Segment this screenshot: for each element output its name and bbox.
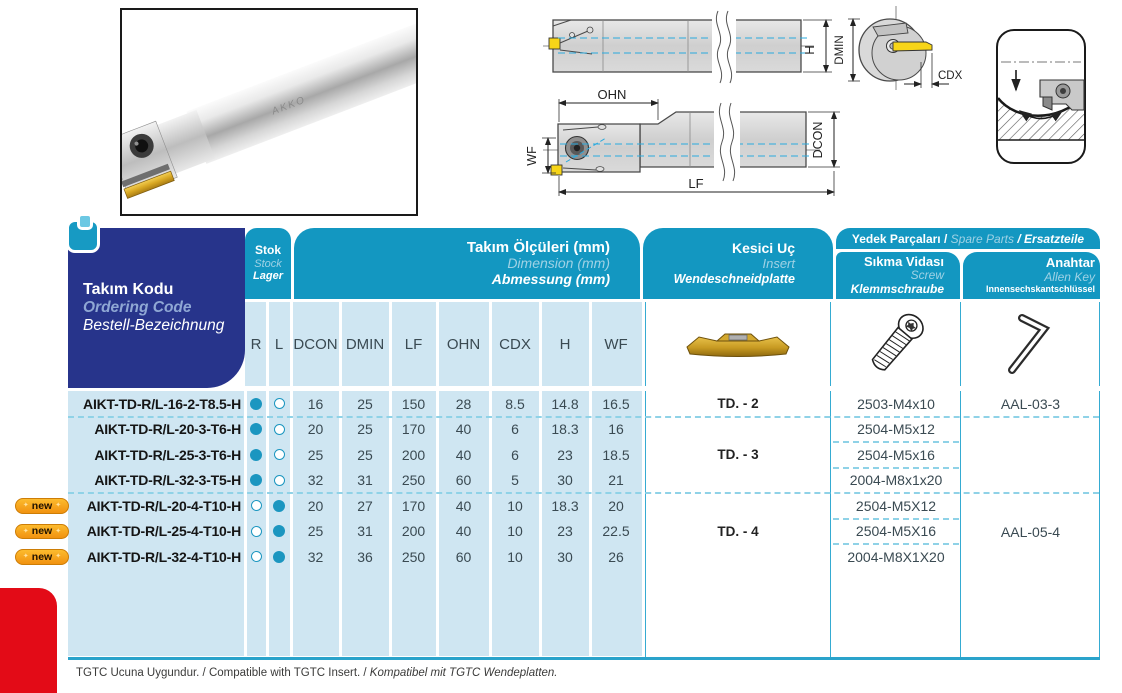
cell-screw: 2504-M5X16 bbox=[855, 523, 937, 540]
cell-ohn: 28 bbox=[455, 395, 472, 412]
cell-dcon: 20 bbox=[307, 421, 324, 438]
cell-wf: 16.5 bbox=[602, 395, 630, 412]
cell-stock-l bbox=[267, 468, 291, 494]
cell-dmin: 25 bbox=[357, 446, 373, 463]
col-header-dmin: DMIN bbox=[345, 335, 385, 353]
table-bottom-rule bbox=[68, 657, 1100, 660]
cell-stock-l bbox=[267, 442, 291, 468]
cell-lf: 200 bbox=[401, 523, 426, 540]
clamp-screw-image bbox=[861, 309, 931, 379]
new-badge-label: new bbox=[31, 525, 53, 537]
screw-en: Screw bbox=[910, 268, 944, 283]
cell-h: 30 bbox=[557, 548, 573, 565]
cell-dmin: 36 bbox=[357, 548, 373, 565]
cell-dmin: 25 bbox=[357, 395, 373, 412]
cell-stock-r bbox=[245, 468, 267, 494]
sparkle-icon: ✦ bbox=[55, 527, 62, 535]
screw-row-separator bbox=[833, 441, 959, 443]
cell-code: AIKT-TD-R/L-25-4-T10-H bbox=[86, 523, 241, 540]
ordering-code-en: Ordering Code bbox=[83, 299, 192, 317]
ordering-code-tr: Takım Kodu bbox=[83, 280, 174, 298]
cell-lf: 250 bbox=[401, 548, 426, 565]
ordering-code-de: Bestell-Bezeichnung bbox=[83, 317, 225, 335]
cell-stock-l bbox=[267, 391, 291, 417]
new-badge bbox=[15, 498, 69, 514]
allen-key-cell: AAL-05-4 bbox=[1000, 523, 1061, 540]
col-header-dcon: DCON bbox=[293, 335, 338, 353]
insert-type-cell: TD. - 2 bbox=[717, 396, 759, 412]
sparkle-icon: ✦ bbox=[55, 553, 62, 561]
dim-label-dmin: DMIN bbox=[834, 35, 846, 65]
stock-dot-l bbox=[274, 424, 285, 435]
cell-wf: 18.5 bbox=[602, 446, 630, 463]
allen-tr: Anahtar bbox=[1045, 255, 1095, 271]
cell-ohn: 60 bbox=[455, 548, 472, 565]
stock-dot-r bbox=[251, 526, 262, 537]
cell-ohn: 40 bbox=[455, 446, 472, 463]
cell-h: 18.3 bbox=[551, 421, 579, 438]
cell-wf: 22.5 bbox=[602, 523, 630, 540]
cell-stock-r bbox=[245, 544, 267, 570]
cell-ohn: 40 bbox=[455, 497, 472, 514]
dim-label-cdx: CDX bbox=[938, 70, 963, 82]
cell-screw: 2504-M5x16 bbox=[857, 446, 935, 463]
allen-key-cell: AAL-03-3 bbox=[1000, 395, 1061, 412]
compatibility-note bbox=[76, 667, 558, 679]
cell-screw: 2503-M4x10 bbox=[857, 395, 935, 412]
dim-label-lf: LF bbox=[688, 176, 704, 191]
new-badge-label: new bbox=[31, 499, 53, 512]
stock-de: Lager bbox=[253, 270, 283, 283]
cell-cdx: 6 bbox=[511, 446, 519, 463]
new-badge bbox=[15, 524, 69, 540]
spare-parts-header bbox=[836, 228, 1100, 249]
allen-key-image bbox=[998, 310, 1062, 378]
col-header-l: L bbox=[274, 335, 284, 353]
sparkle-icon: ✦ bbox=[55, 502, 62, 510]
side-view-front bbox=[525, 87, 840, 196]
screw-row-separator bbox=[833, 518, 959, 520]
insert-type-cell: TD. - 3 bbox=[717, 447, 759, 463]
cell-dmin: 25 bbox=[357, 421, 373, 438]
cell-lf: 170 bbox=[401, 497, 426, 514]
stock-dot-r bbox=[251, 551, 262, 562]
dimensions-de: Abmessung (mm) bbox=[491, 271, 610, 288]
cell-dmin: 27 bbox=[357, 497, 373, 514]
screw-de: Klemmschraube bbox=[850, 281, 944, 296]
stock-dot-l bbox=[273, 525, 285, 537]
cell-stock-r bbox=[245, 493, 267, 519]
cell-cdx: 5 bbox=[511, 472, 519, 489]
col-header-lf: LF bbox=[404, 335, 423, 353]
dim-label-wf: WF bbox=[525, 146, 539, 166]
note-tr: TGTC Ucuna Uygundur. / bbox=[76, 667, 209, 679]
cell-code: AIKT-TD-R/L-16-2-T8.5-H bbox=[83, 395, 241, 412]
cell-wf: 26 bbox=[608, 548, 624, 565]
insert-type-cell: TD. - 4 bbox=[717, 524, 759, 539]
table-row bbox=[0, 468, 1122, 494]
stock-dot-r bbox=[250, 398, 262, 410]
new-badge-label: new bbox=[31, 550, 53, 563]
technical-drawings bbox=[0, 0, 1122, 225]
col-header-h: H bbox=[559, 335, 571, 353]
cell-stock-l bbox=[267, 417, 291, 443]
cell-code: AIKT-TD-R/L-25-3-T6-H bbox=[94, 446, 241, 463]
stock-dot-l bbox=[274, 449, 285, 460]
stock-dot-r bbox=[250, 474, 262, 486]
sparkle-icon: ✦ bbox=[22, 527, 29, 535]
cell-cdx: 6 bbox=[511, 421, 519, 438]
cell-dcon: 25 bbox=[307, 446, 324, 463]
cell-ohn: 60 bbox=[455, 472, 472, 489]
stock-en: Stock bbox=[254, 257, 282, 270]
bookmark-clip-icon-notch bbox=[77, 213, 93, 230]
table-row bbox=[0, 417, 1122, 443]
col-header-cdx: CDX bbox=[499, 335, 531, 353]
cell-dmin: 31 bbox=[357, 472, 373, 489]
cell-screw: 2504-M5X12 bbox=[855, 497, 937, 514]
cell-screw: 2004-M8x1x20 bbox=[849, 472, 943, 489]
insert-de: Wendeschneidplatte bbox=[673, 271, 795, 286]
screw-row-separator bbox=[833, 467, 959, 469]
spare-de: Ersatzteile bbox=[1024, 231, 1085, 246]
dim-label-ohn: OHN bbox=[597, 87, 627, 102]
col-header-r: R bbox=[250, 335, 262, 353]
allen-en: Allen Key bbox=[1044, 270, 1095, 285]
cell-h: 23 bbox=[557, 523, 573, 540]
stock-dot-r bbox=[251, 500, 262, 511]
cell-dmin: 31 bbox=[357, 523, 373, 540]
cell-code: AIKT-TD-R/L-20-4-T10-H bbox=[86, 497, 241, 514]
insert-tip-front-view bbox=[551, 165, 562, 175]
table-row bbox=[0, 493, 1122, 519]
insert-tip-end-view bbox=[893, 42, 932, 51]
table-row bbox=[0, 442, 1122, 468]
cell-screw: 2504-M5x12 bbox=[857, 421, 935, 438]
grooving-insert-image bbox=[682, 326, 794, 362]
dimensions-en: Dimension (mm) bbox=[507, 255, 610, 272]
insert-tip-top-view bbox=[549, 38, 560, 49]
dimensions-header bbox=[294, 228, 640, 299]
stock-tr: Stok bbox=[254, 243, 281, 258]
cell-stock-r bbox=[245, 417, 267, 443]
row-separator bbox=[68, 492, 1099, 494]
application-icon bbox=[997, 30, 1085, 163]
cell-code: AIKT-TD-R/L-20-3-T6-H bbox=[94, 421, 241, 438]
table-row bbox=[0, 519, 1122, 545]
cell-cdx: 8.5 bbox=[505, 395, 525, 412]
cell-stock-l bbox=[267, 493, 291, 519]
sparkle-icon: ✦ bbox=[22, 553, 29, 561]
cell-stock-r bbox=[245, 519, 267, 545]
cell-cdx: 10 bbox=[507, 497, 523, 514]
sparkle-icon: ✦ bbox=[22, 502, 29, 510]
spare-en: Spare Parts bbox=[950, 231, 1015, 246]
cell-h: 30 bbox=[557, 472, 573, 489]
insert-header bbox=[643, 228, 833, 299]
cell-dcon: 25 bbox=[307, 523, 324, 540]
cell-cdx: 10 bbox=[507, 548, 523, 565]
stock-header bbox=[245, 228, 291, 299]
brand-etch: AKKO bbox=[270, 94, 308, 118]
cell-code: AIKT-TD-R/L-32-3-T5-H bbox=[94, 472, 241, 489]
dim-label-dcon: DCON bbox=[811, 121, 825, 159]
stock-dot-r bbox=[250, 423, 262, 435]
side-view-top bbox=[543, 11, 832, 83]
stock-dot-l bbox=[273, 500, 285, 512]
col-header-ohn: OHN bbox=[446, 335, 481, 353]
cell-screw: 2004-M8X1X20 bbox=[847, 548, 945, 565]
page-edge-tab bbox=[0, 588, 57, 693]
screw-tr: Sıkma Vidası bbox=[864, 253, 944, 269]
cell-dcon: 16 bbox=[307, 395, 324, 412]
allen-de: Innensechskantschlüssel bbox=[985, 284, 1095, 295]
insert-tr: Kesici Uç bbox=[731, 239, 795, 256]
table-row bbox=[0, 391, 1122, 417]
insert-image-cell bbox=[645, 302, 831, 386]
allen-key-cell bbox=[961, 417, 1100, 494]
note-en: Compatible with TGTC Insert. / bbox=[208, 667, 370, 679]
cell-h: 23 bbox=[557, 446, 573, 463]
row-separator bbox=[68, 416, 1099, 418]
cell-lf: 200 bbox=[401, 446, 426, 463]
cell-cdx: 10 bbox=[507, 523, 523, 540]
cell-lf: 150 bbox=[401, 395, 426, 412]
cell-dcon: 20 bbox=[307, 497, 324, 514]
new-badge bbox=[15, 549, 69, 565]
insert-en: Insert bbox=[762, 255, 795, 271]
cell-dcon: 32 bbox=[307, 548, 324, 565]
note-de: Kompatibel mit TGTC Wendeplatten. bbox=[369, 667, 558, 679]
cell-dcon: 32 bbox=[307, 472, 324, 489]
allen-key-header bbox=[963, 252, 1100, 299]
cell-lf: 170 bbox=[401, 421, 426, 438]
stock-dot-l bbox=[274, 475, 285, 486]
cell-stock-l bbox=[267, 519, 291, 545]
dimensions-tr: Takım Ölçüleri (mm) bbox=[466, 239, 610, 256]
cell-lf: 250 bbox=[401, 472, 426, 489]
screw-header bbox=[836, 252, 960, 299]
sep: / bbox=[1014, 231, 1025, 246]
sep: / bbox=[940, 231, 951, 246]
cell-h: 14.8 bbox=[551, 395, 579, 412]
allen-key-image-cell bbox=[961, 302, 1100, 386]
spare-tr: Yedek Parçaları bbox=[851, 231, 941, 246]
cell-wf: 20 bbox=[608, 497, 624, 514]
screw-image-cell bbox=[831, 302, 961, 386]
dim-label-h: H bbox=[802, 45, 817, 55]
cell-wf: 16 bbox=[608, 421, 624, 438]
col-header-wf: WF bbox=[604, 335, 628, 353]
cell-stock-r bbox=[245, 442, 267, 468]
table-row bbox=[0, 544, 1122, 570]
end-view bbox=[834, 6, 963, 90]
cell-h: 18.3 bbox=[551, 497, 579, 514]
cell-stock-r bbox=[245, 391, 267, 417]
cell-wf: 21 bbox=[608, 472, 624, 489]
cell-code: AIKT-TD-R/L-32-4-T10-H bbox=[86, 548, 241, 565]
stock-dot-l bbox=[274, 398, 285, 409]
screw-row-separator bbox=[833, 543, 959, 545]
cell-stock-l bbox=[267, 544, 291, 570]
cell-ohn: 40 bbox=[455, 523, 472, 540]
stock-dot-l bbox=[273, 551, 285, 563]
cell-ohn: 40 bbox=[455, 421, 472, 438]
stock-dot-r bbox=[250, 449, 262, 461]
